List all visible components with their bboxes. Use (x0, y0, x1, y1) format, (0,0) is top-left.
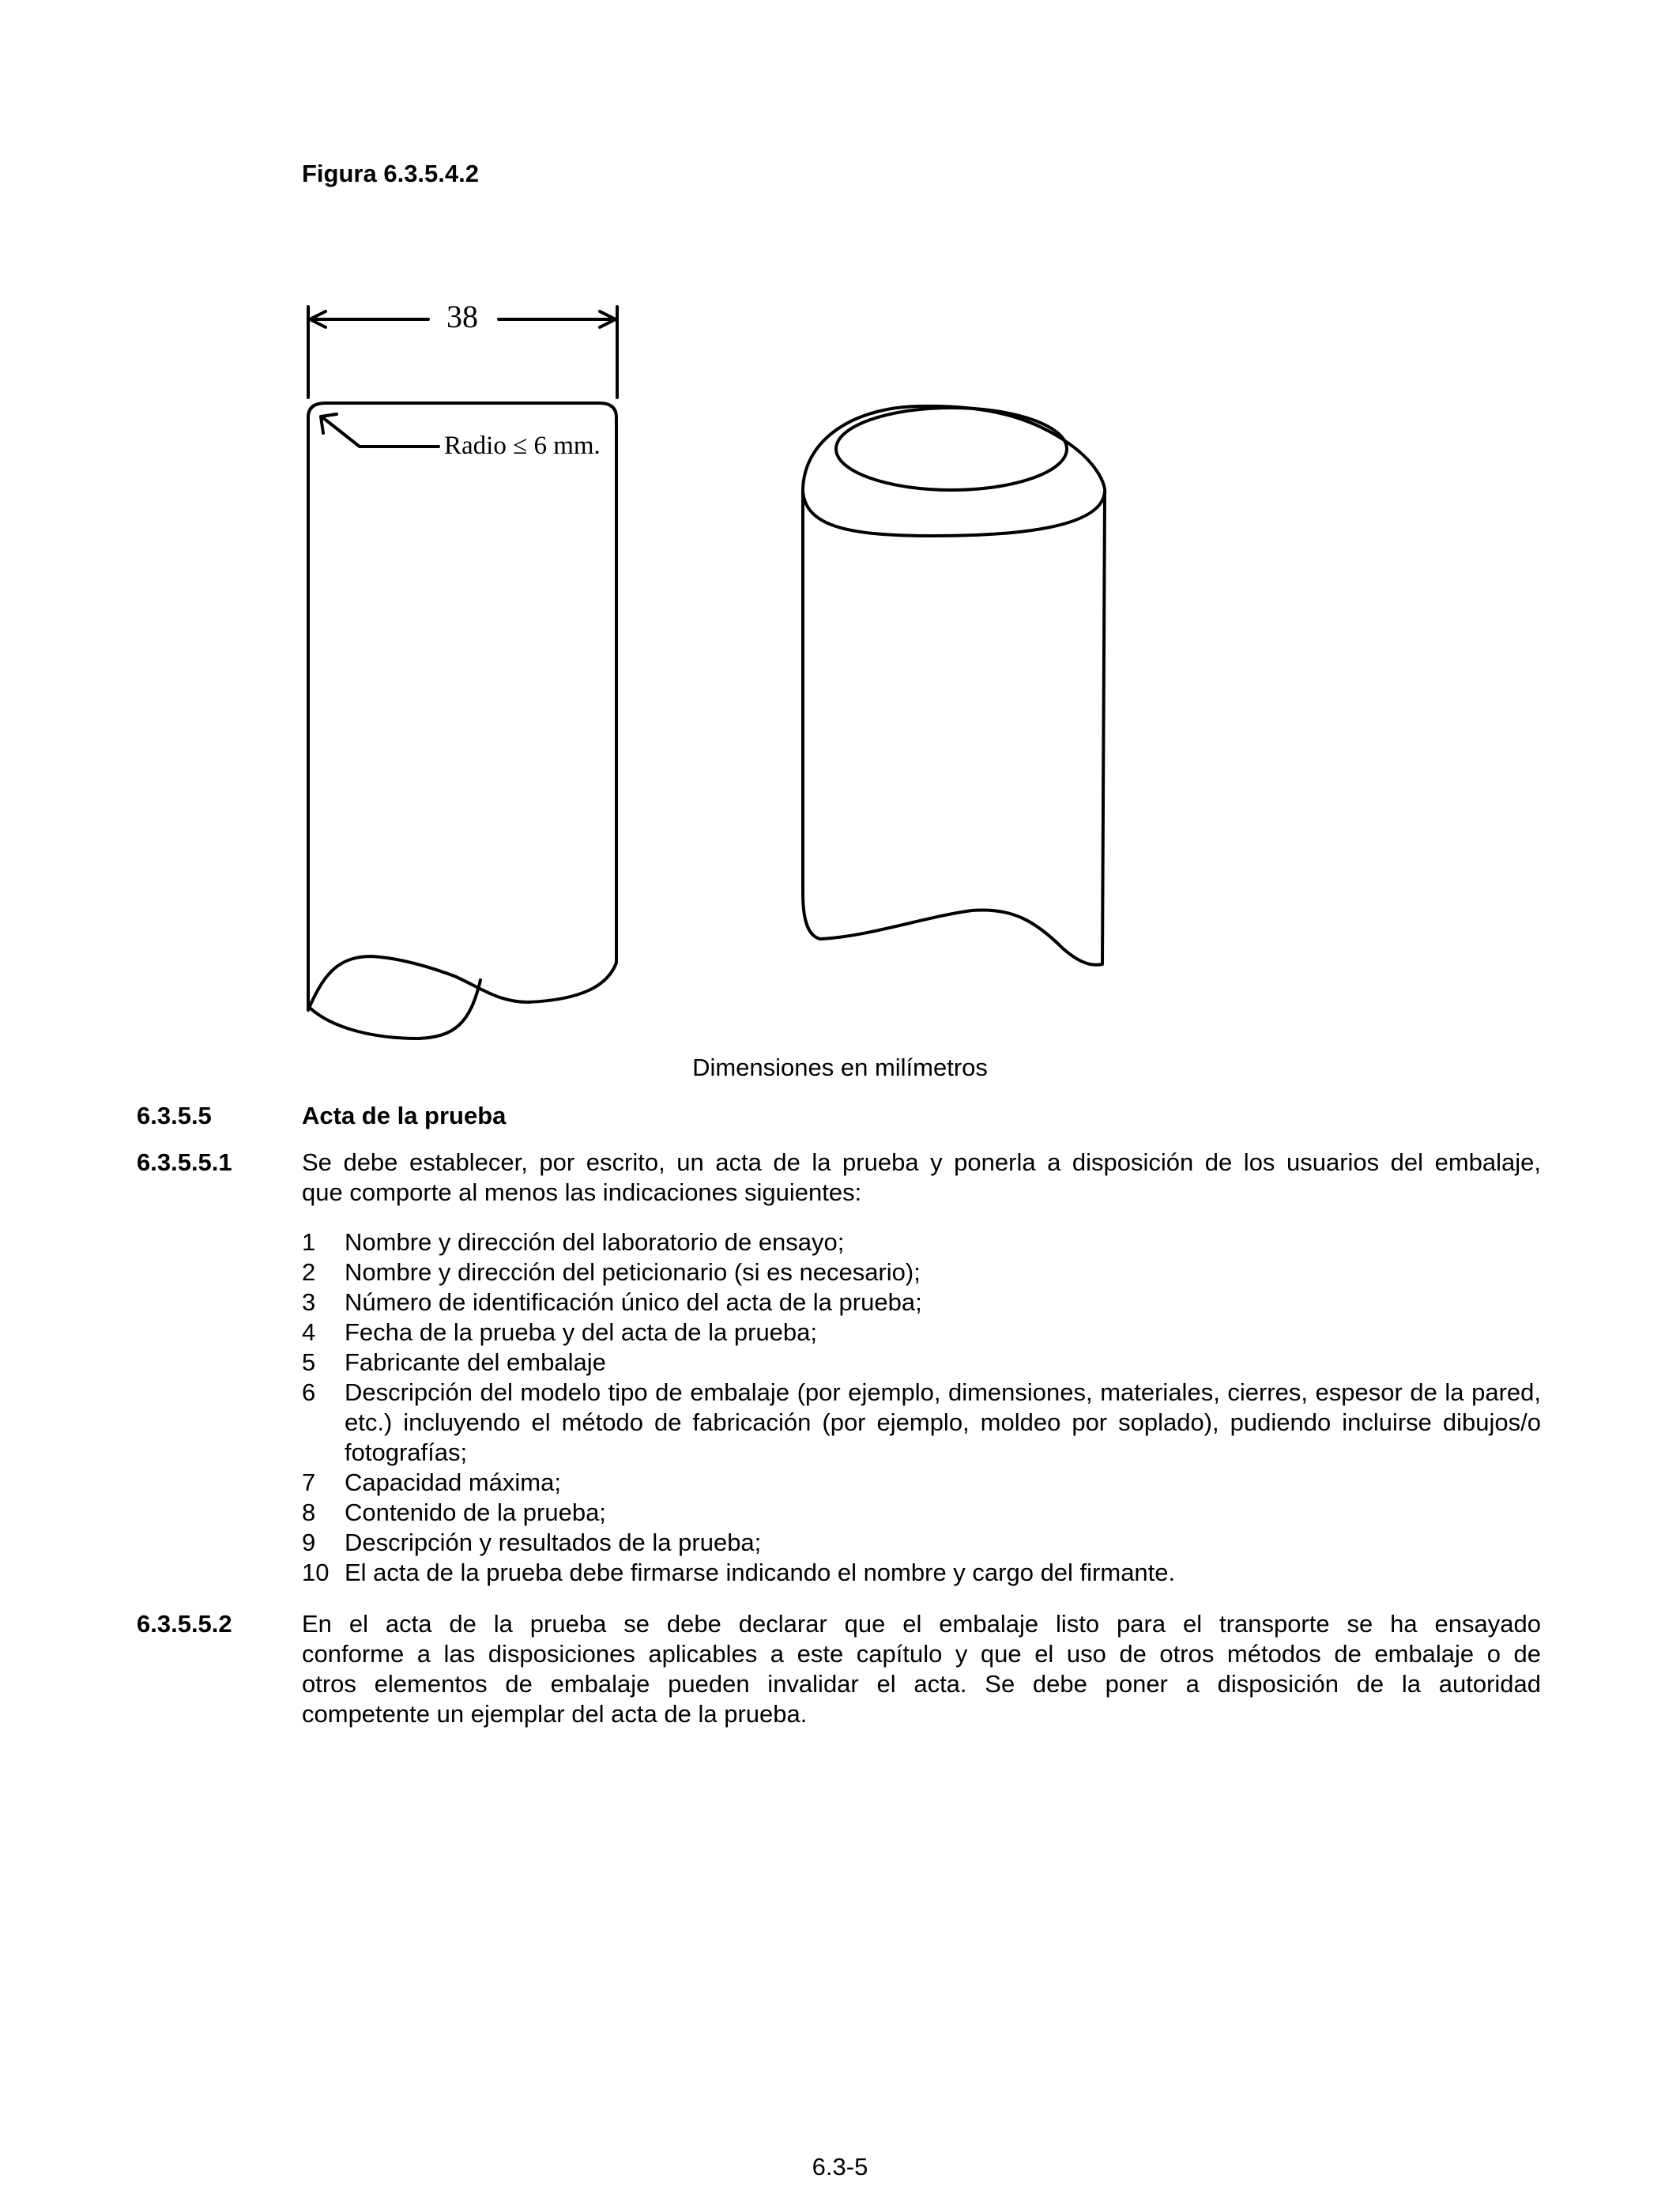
paragraph-text (302, 1148, 1541, 1208)
paragraph-line: Se debe establecer, por escrito, un acta de la prueba y ponerla a disposición de los usuarios del embalaje, (302, 1148, 1541, 1176)
dimension-label: 38 (446, 299, 478, 334)
list-item-number: 6 (302, 1378, 316, 1406)
list-item-text: Número de identificación único del acta de la prueba; (345, 1288, 922, 1316)
list-item-number: 8 (302, 1498, 316, 1526)
section-title: Acta de la prueba (302, 1102, 507, 1129)
cylinder-front-view (308, 403, 616, 1010)
figure-caption: Dimensiones en milímetros (692, 1054, 988, 1081)
list-item-text: Fecha de la prueba y del acta de la prueba; (345, 1318, 818, 1346)
list-item-number: 10 (302, 1559, 330, 1586)
list-item-text: Descripción y resultados de la prueba; (345, 1529, 762, 1556)
list-item-text: Contenido de la prueba; (345, 1498, 606, 1526)
paragraph-text (302, 1609, 1541, 1729)
paragraph-number: 6.3.5.5.2 (137, 1610, 232, 1638)
section-number: 6.3.5.5 (137, 1102, 212, 1129)
list-item-number: 9 (302, 1529, 316, 1556)
list-item (302, 1287, 1541, 1318)
list-item-text: Nombre y dirección del peticionario (si es necesario); (345, 1258, 921, 1286)
paragraph-line: conforme a las disposiciones aplicables a este capítulo y que el uso de otros métodos de embalaje o de (302, 1640, 1541, 1668)
list-item (302, 1498, 1541, 1528)
paragraph-line: que comporte al menos las indicaciones siguientes: (302, 1178, 862, 1206)
list-item-number: 5 (302, 1348, 316, 1376)
list-item (302, 1468, 1541, 1498)
list-item-text: Fabricante del embalaje (345, 1348, 606, 1376)
cylinder-3d-cap-outer (803, 406, 1105, 494)
list-item-number: 3 (302, 1288, 316, 1316)
paragraph-line: En el acta de la prueba se debe declarar que el embalaje listo para el transporte se ha ensayado (302, 1610, 1541, 1638)
cylinder-3d-cap-lower-edge (803, 492, 1105, 536)
list-item-text: Capacidad máxima; (345, 1468, 561, 1496)
list-item-number: 2 (302, 1258, 316, 1286)
page-number: 6.3-5 (812, 2153, 868, 2181)
list-item-number: 4 (302, 1318, 316, 1346)
list-item-text: El acta de la prueba debe firmarse indicando el nombre y cargo del firmante. (345, 1559, 1176, 1586)
figure-drawing (0, 0, 1680, 1043)
cylinder-3d-body (803, 494, 1105, 965)
paragraph-line: competente un ejemplar del acta de la prueba. (302, 1700, 808, 1728)
list-item-text: Nombre y dirección del laboratorio de ensayo; (345, 1228, 845, 1256)
list-item (302, 1257, 1541, 1287)
cylinder-front-torn-edge (311, 980, 480, 1039)
list-item-text: Descripción del modelo tipo de embalaje (por ejemplo, dimensiones, materiales, cierres, espesor de la pared, etc.) incluyendo el método de fabricación (por ejemplo, moldeo por soplado), pudiendo incluirse dibujos/o fotografías; (345, 1378, 1541, 1466)
paragraph-number: 6.3.5.5.1 (137, 1148, 232, 1176)
list-item (302, 1528, 1541, 1558)
list-item-number: 7 (302, 1468, 316, 1496)
list-item (302, 1558, 1541, 1588)
figure-title: Figura 6.3.5.4.2 (302, 160, 479, 187)
list-item (302, 1227, 1541, 1257)
list-item-number: 1 (302, 1228, 316, 1256)
paragraph-line: otros elementos de embalaje pueden invalidar el acta. Se debe poner a disposición de la autoridad (302, 1670, 1541, 1698)
radius-label: Radio ≤ 6 mm. (444, 432, 601, 460)
list-item (302, 1348, 1541, 1378)
list-item (302, 1318, 1541, 1348)
radius-leader-line (322, 417, 439, 447)
requirements-list (302, 1227, 1541, 1588)
cylinder-3d-cap-top-ellipse (836, 408, 1067, 490)
list-item (302, 1378, 1541, 1468)
